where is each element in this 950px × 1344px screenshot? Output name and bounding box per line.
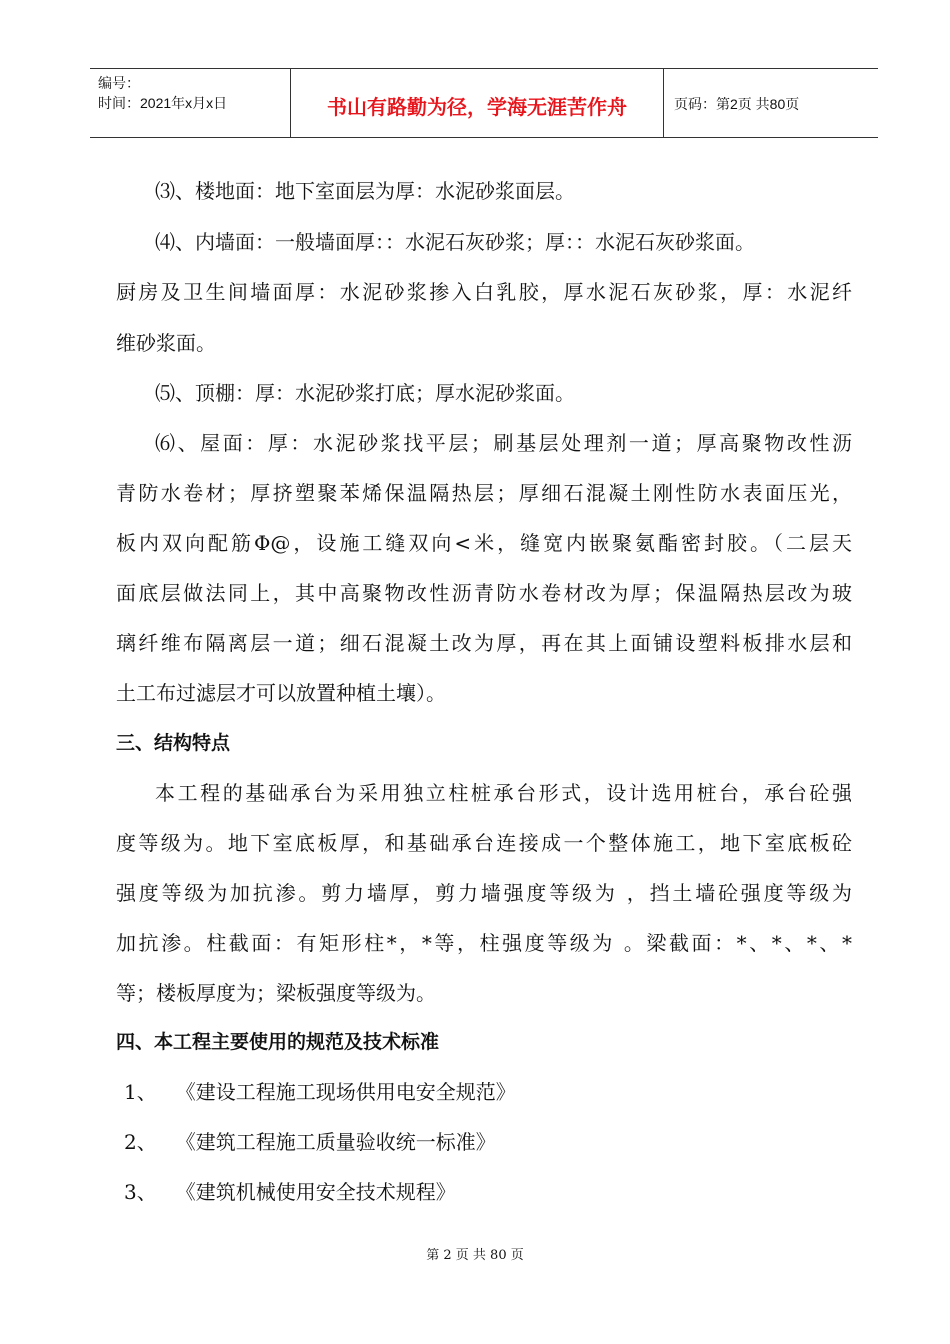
text-line: 加抗渗。柱截面：有矩形柱*，*等，柱强度等级为 。梁截面：*、*、*、* <box>116 931 852 955</box>
text-line: ⑶、楼地面：地下室面层为厚：水泥砂浆面层。 <box>155 179 575 203</box>
text-line: 强度等级为加抗渗。剪力墙厚，剪力墙强度等级为 ，挡土墙砼强度等级为 <box>116 881 852 905</box>
text-line: 度等级为。地下室底板厚，和基础承台连接成一个整体施工，地下室底板砼 <box>116 831 852 855</box>
list-item: 3、 《建筑机械使用安全技术规程》 <box>124 1180 456 1204</box>
text-line: 厨房及卫生间墙面厚：水泥砂浆掺入白乳胶，厚水泥石灰砂浆，厚：水泥纤 <box>116 280 852 304</box>
list-item: 1、 《建设工程施工现场供用电安全规范》 <box>124 1080 516 1104</box>
page-header <box>90 68 878 138</box>
header-page-cell <box>664 69 878 137</box>
time-label: 时间：2021年x月x日 <box>98 95 228 111</box>
text-line: ⑹、屋面：厚：水泥砂浆找平层；刷基层处理剂一道；厚高聚物改性沥 <box>155 431 852 455</box>
text-line: 板内双向配筋Φ@，设施工缝双向<米，缝宽内嵌聚氨酯密封胶。（二层天 <box>116 531 852 555</box>
header-slogan-cell <box>291 69 664 137</box>
section-heading: 三、结构特点 <box>116 732 231 754</box>
text-line: ⑸、顶棚：厚：水泥砂浆打底；厚水泥砂浆面。 <box>155 381 575 405</box>
page-footer: 第 2 页 共 80 页 <box>426 1248 524 1263</box>
text-line: 土工布过滤层才可以放置种植土壤）。 <box>116 681 446 705</box>
doc-number-label: 编号： <box>98 75 140 91</box>
text-line: 青防水卷材；厚挤塑聚苯烯保温隔热层；厚细石混凝土刚性防水表面压光， <box>116 481 852 505</box>
text-line: 本工程的基础承台为采用独立柱桩承台形式，设计选用桩台，承台砼强 <box>155 781 852 805</box>
section-heading: 四、本工程主要使用的规范及技术标准 <box>116 1031 440 1053</box>
text-line: 面底层做法同上，其中高聚物改性沥青防水卷材改为厚；保温隔热层改为玻 <box>116 581 852 605</box>
text-line: ⑷、内墙面：一般墙面厚：：水泥石灰砂浆；厚：：水泥石灰砂浆面。 <box>155 230 755 254</box>
text-line: 等；楼板厚度为；梁板强度等级为。 <box>116 981 436 1005</box>
list-item: 2、 《建筑工程施工质量验收统一标准》 <box>124 1130 496 1154</box>
slogan: 书山有路勤为径，学海无涯苦作舟 <box>327 95 627 119</box>
page-info: 页码：第2页 共80页 <box>674 96 800 112</box>
text-line: 璃纤维布隔离层一道；细石混凝土改为厚，再在其上面铺设塑料板排水层和 <box>116 631 852 655</box>
text-line: 维砂浆面。 <box>116 331 216 355</box>
header-meta-cell <box>90 69 291 137</box>
